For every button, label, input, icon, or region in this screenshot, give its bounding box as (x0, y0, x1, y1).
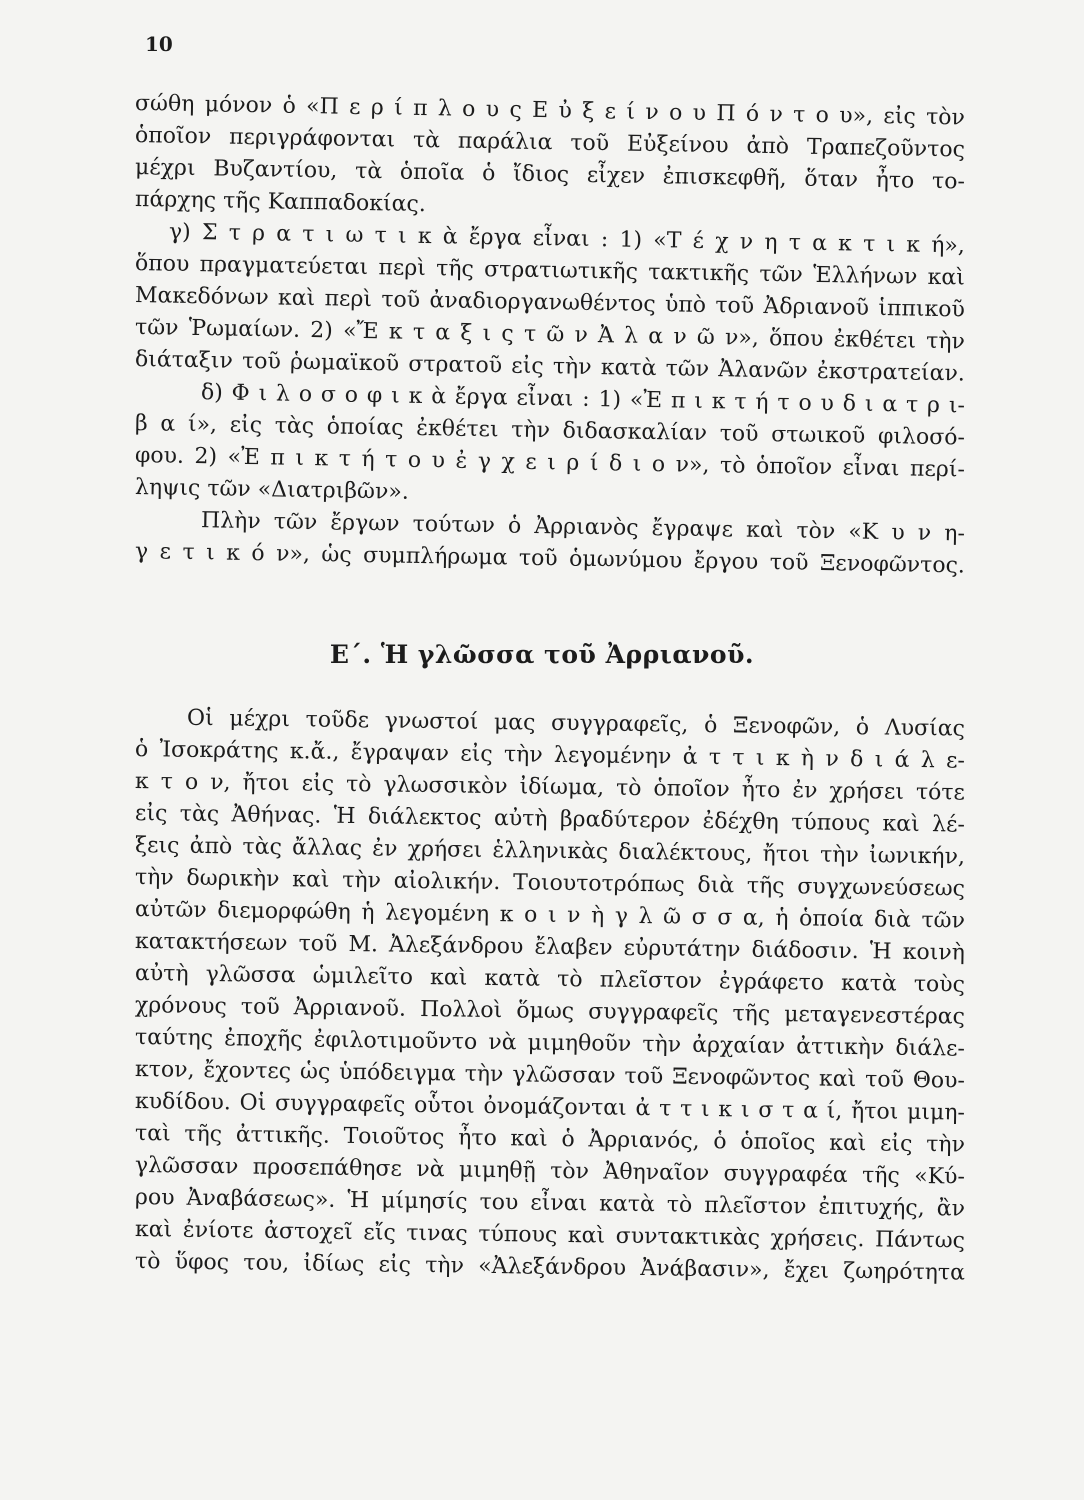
text-line: Οἱ μέχρι τοῦδε γνωστοί μας συγγραφεῖς, ὁ Ξενοφῶν, ὁ Λυσίας (186, 705, 966, 742)
text-line: αὐτῶν διεμορφώθη ἡ λεγομένη κ ο ι ν ὴ γ λ ῶ σ σ α, ἡ ὁποία διὰ τῶν (134, 897, 966, 934)
text-line: ξεις ἀπὸ τὰς ἄλλας ἐν χρήσει ἑλληνικὰς διαλέκτους, ἤτοι τὴν ἰωνικήν, (134, 833, 966, 870)
text-line: ταύτης ἐποχῆς ἐφιλοτιμοῦντο νὰ μιμηθοῦν τὴν ἀρχαίαν ἀττικὴν διάλε- (134, 1025, 966, 1062)
text-line: κ τ ο ν, ἤτοι εἰς τὸ γλωσσικὸν ἰδίωμα, τὸ ὁποῖον ἦτο ἐν χρήσει τότε (134, 769, 966, 806)
text-line: κατακτήσεων τοῦ Μ. Ἀλεξάνδρου ἔλαβεν εὐρυτάτην διάδοσιν. Ἡ κοινὴ (134, 929, 966, 966)
text-line: γλῶσσαν προσεπάθησε νὰ μιμηθῇ τὸν Ἀθηναῖον συγγραφέα τῆς «Κύ- (134, 1153, 966, 1190)
text-line: φου. 2) «Ἐ π ι κ τ ή τ ο υ ἐ γ χ ε ι ρ ί δ ι ο ν», τὸ ὁποῖον εἶναι περί- (134, 443, 966, 483)
text-line: τὴν δωρικὴν καὶ τὴν αἰολικήν. Τοιουτοτρόπως διὰ τῆς συγχωνεύσεως (134, 865, 966, 902)
page-number: 10 (145, 32, 173, 56)
text-line: τῶν Ῥωμαίων. 2) «Ἔ κ τ α ξ ι ς τ ῶ ν Ἀ λ α ν ῶ ν», ὅπου ἐκθέτει τὴν (134, 315, 966, 355)
text-line: εἰς τὰς Ἀθήνας. Ἡ διάλεκτος αὐτὴ βραδύτερον ἐδέχθη τύπους καὶ λέ- (134, 801, 966, 838)
text-line: γ ε τ ι κ ό ν», ὡς συμπλήρωμα τοῦ ὁμωνύμου ἔργου τοῦ Ξενοφῶντος. (134, 539, 966, 579)
text-line: αὐτὴ γλῶσσα ὡμιλεῖτο καὶ κατὰ τὸ πλεῖστον ἐγράφετο κατὰ τοὺς (134, 961, 966, 998)
text-line: ὁ Ἰσοκράτης κ.ἄ., ἔγραψαν εἰς τὴν λεγομένην ἀ τ τ ι κ ὴ ν δ ι ά λ ε- (134, 737, 966, 774)
text-line: διάταξιν τοῦ ῥωμαϊκοῦ στρατοῦ εἰς τὴν κατὰ τῶν Ἀλανῶν ἐκστρατείαν. (134, 347, 966, 387)
text-line: κυδίδου. Οἱ συγγραφεῖς οὗτοι ὀνομάζονται ἀ τ τ ι κ ι σ τ α ί, ἤτοι μιμη- (134, 1089, 966, 1126)
text-line: καὶ ἐνίοτε ἀστοχεῖ εἴς τινας τύπους καὶ συντακτικὰς χρήσεις. Πάντως (134, 1217, 966, 1254)
text-line: ταὶ τῆς ἀττικῆς. Τοιοῦτος ἦτο καὶ ὁ Ἀρριανός, ὁ ὁποῖος καὶ εἰς τὴν (134, 1121, 966, 1158)
text-line: ρου Ἀναβάσεως». Ἡ μίμησίς του εἶναι κατὰ τὸ πλεῖστον ἐπιτυχής, ἂν (134, 1185, 966, 1222)
text-line: Μακεδόνων καὶ περὶ τοῦ ἀναδιοργανωθέντος ὑπὸ τοῦ Ἀδριανοῦ ἱππικοῦ (134, 283, 966, 323)
text-line: β α ί», εἰς τὰς ὁποίας ἐκθέτει τὴν διδασκαλίαν τοῦ στωικοῦ φιλοσό- (134, 411, 966, 451)
text-line: χρόνους τοῦ Ἀρριανοῦ. Πολλοὶ ὅμως συγγραφεῖς τῆς μεταγενεστέρας (134, 993, 966, 1030)
text-line: τὸ ὕφος του, ἰδίως εἰς τὴν «Ἀλεξάνδρου Ἀνάβασιν», ἔχει ζωηρότητα (134, 1249, 966, 1286)
text-line: πάρχης τῆς Καππαδοκίας. (134, 187, 427, 218)
text-line: μέχρι Βυζαντίου, τὰ ὁποῖα ὁ ἴδιος εἶχεν ἐπισκεφθῆ, ὅταν ἦτο το- (134, 155, 966, 195)
text-line: γ) Σ τ ρ α τ ι ω τ ι κ ὰ ἔργα εἶναι : 1) «Τ έ χ ν η τ α κ τ ι κ ή», (168, 219, 966, 259)
section-body-language (134, 702, 966, 1286)
text-line: ὅπου πραγματεύεται περὶ τῆς στρατιωτικῆς τακτικῆς τῶν Ἑλλήνων καὶ (134, 251, 966, 291)
section-body-works (134, 88, 966, 579)
text-line: ὁποῖον περιγράφονται τὰ παράλια τοῦ Εὐξείνου ἀπὸ Τραπεζοῦντος (134, 123, 966, 163)
section-heading: Ε΄. Ἡ γλῶσσα τοῦ Ἀρριανοῦ. (329, 640, 755, 669)
text-line: Πλὴν τῶν ἔργων τούτων ὁ Ἀρριανὸς ἔγραψε καὶ τὸν «Κ υ ν η- (200, 508, 966, 547)
text-line: ληψις τῶν «Διατριβῶν». (134, 475, 410, 505)
text-line: κτον, ἔχοντες ὡς ὑπόδειγμα τὴν γλῶσσαν τοῦ Ξενοφῶντος καὶ τοῦ Θου- (134, 1057, 966, 1094)
text-line: σώθη μόνον ὁ «Π ε ρ ί π λ ο υ ς Ε ὐ ξ ε ί ν ο υ Π ό ν τ ο υ», εἰς τὸν (134, 91, 966, 131)
text-line: δ) Φ ι λ ο σ ο φ ι κ ὰ ἔργα εἶναι : 1) «Ἐ π ι κ τ ή τ ο υ δ ι α τ ρ ι- (200, 380, 966, 419)
